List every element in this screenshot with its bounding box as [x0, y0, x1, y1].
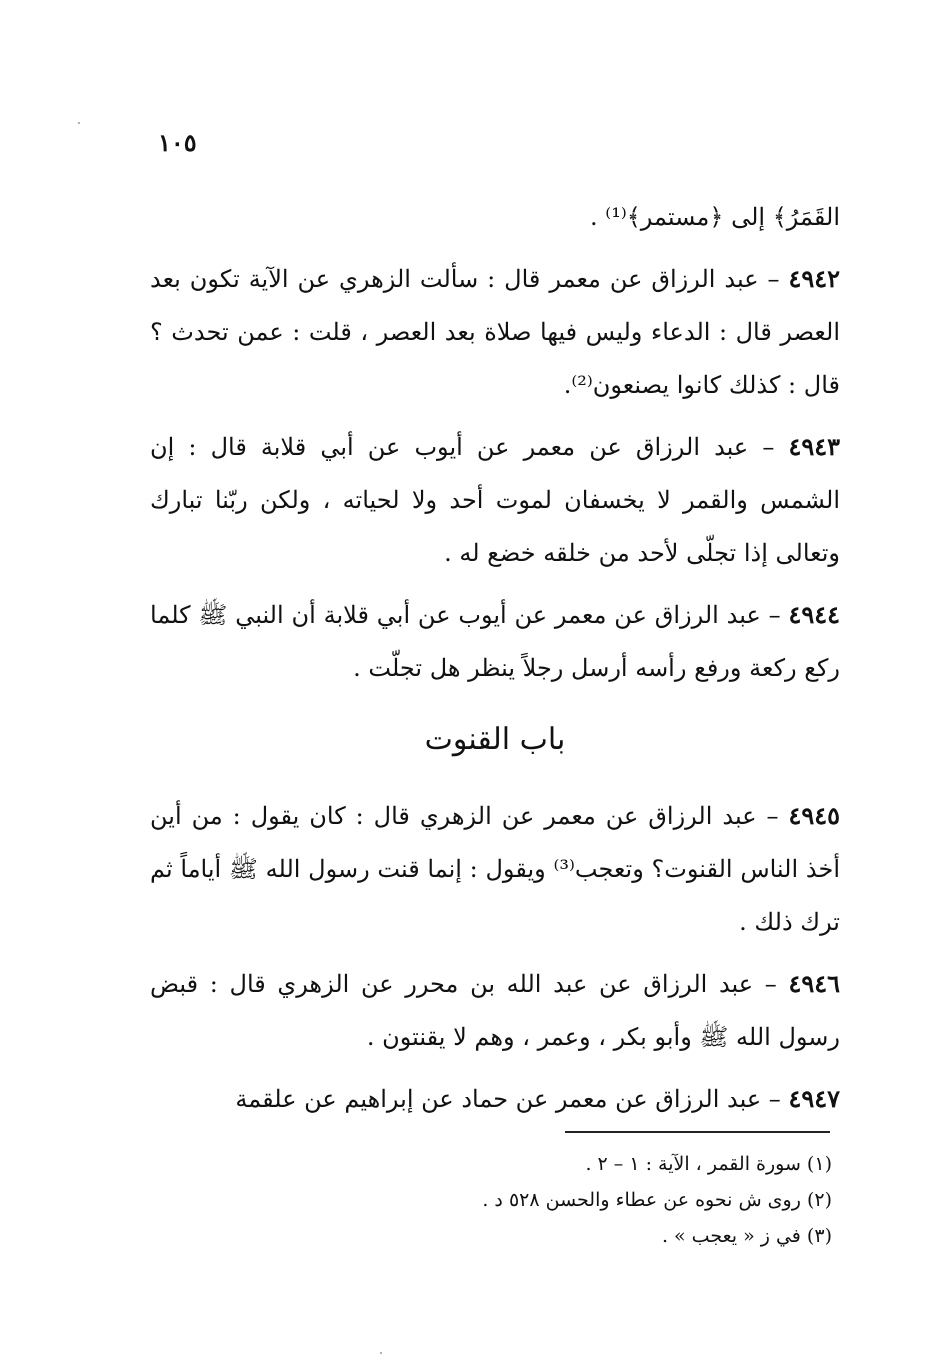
footnotes	[150, 1146, 832, 1254]
page-number: ١٠٥	[158, 128, 197, 157]
footnote-1: (١) سورة القمر ، الآية : ١ – ٢ .	[585, 1153, 832, 1175]
hadith-number: ٤٩٤٥	[788, 801, 840, 830]
paragraph-text: – عبد الرزاق عن معمر عن أيوب عن أبي قلابة أن النبي ﷺ كلما ركع ركعة ورفع رأسه أرسل رجلاً ينظر هل تجلّت .	[150, 601, 840, 682]
chapter-heading: باب القنوت	[424, 722, 566, 757]
hadith-4944	[150, 588, 840, 695]
scan-speck	[78, 122, 80, 124]
footnote-2: (٢) روى ش نحوه عن عطاء والحسن ٥٢٨ د .	[482, 1189, 832, 1211]
hadith-4947	[150, 1072, 840, 1126]
hadith-4942	[150, 252, 840, 412]
hadith-4943	[150, 420, 840, 580]
paragraph-text: القَمَرُ﴾ إلى ﴿مستمر﴾⁽¹⁾ .	[590, 203, 840, 231]
hadith-number: ٤٩٤٢	[788, 264, 840, 293]
paragraph-text: – عبد الرزاق عن معمر عن حماد عن إبراهيم عن علقمة	[235, 1085, 789, 1113]
paragraph-text: – عبد الرزاق عن عبد الله بن محرر عن الزهري قال : قبض رسول الله ﷺ وأبو بكر ، وعمر ، وهم لا يقنتون .	[150, 970, 840, 1051]
paragraph-text: – عبد الرزاق عن معمر قال : سألت الزهري عن الآية تكون بعد العصر قال : الدعاء وليس فيها صلاة بعد العصر ، قلت : عمن تحدث ؟ قال : كذلك كانوا يصنعون⁽²⁾.	[150, 265, 840, 399]
paragraph-text: – عبد الرزاق عن معمر عن أيوب عن أبي قلابة قال : إن الشمس والقمر لا يخسفان لموت أحد ولا لحياته ، ولكن ربّنا تبارك وتعالى إذا تجلّى لأحد من خلقه خضع له .	[150, 433, 840, 567]
hadith-4946	[150, 957, 840, 1064]
footnote-3: (٣) في ز « يعجب » .	[661, 1225, 832, 1247]
hadith-number: ٤٩٤٣	[788, 432, 841, 461]
scan-speck	[380, 1352, 382, 1354]
footnote-divider	[565, 1131, 830, 1133]
paragraph-verse-end	[150, 190, 840, 244]
hadith-number: ٤٩٤٧	[788, 1084, 840, 1113]
paragraph-text: – عبد الرزاق عن معمر عن الزهري قال : كان يقول : من أين أخذ الناس القنوت؟ وتعجب⁽³⁾ ويقول : إنما قنت رسول الله ﷺ أياماً ثم ترك ذلك .	[150, 802, 840, 936]
hadith-4945	[150, 789, 840, 949]
main-text	[150, 190, 840, 1134]
hadith-number: ٤٩٤٦	[788, 969, 840, 998]
hadith-number: ٤٩٤٤	[788, 600, 840, 629]
